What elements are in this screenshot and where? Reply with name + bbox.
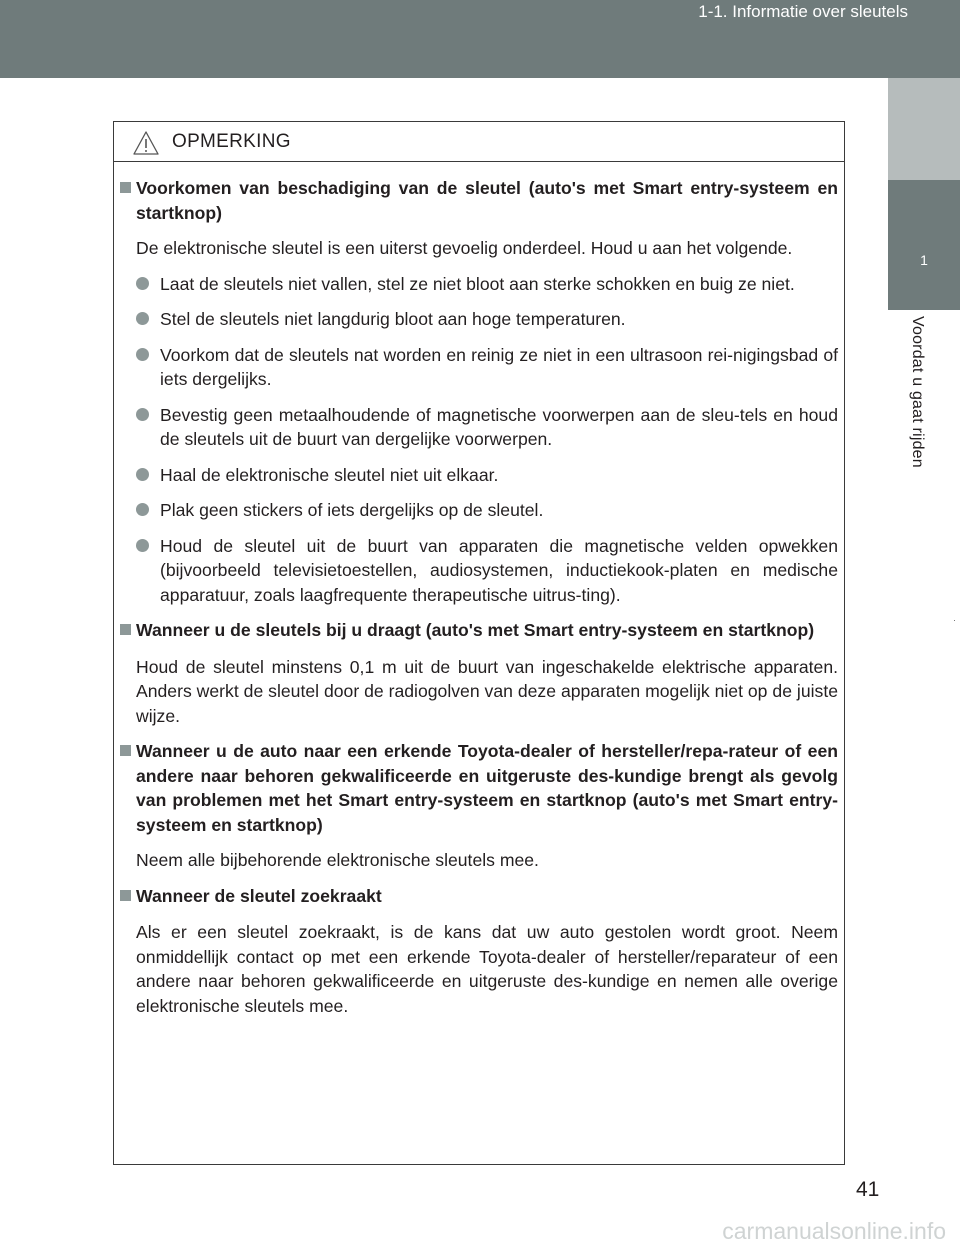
section-heading-text: Wanneer de sleutel zoekraakt	[136, 885, 382, 906]
notice-box	[113, 121, 845, 1165]
chapter-tab[interactable]	[888, 180, 960, 310]
list-item	[136, 272, 838, 297]
notice-section	[120, 884, 838, 1019]
chapter-label: Voordat u gaat rijden	[909, 316, 926, 468]
header-bar	[0, 0, 960, 78]
warning-triangle-icon	[132, 130, 160, 156]
list-item	[136, 498, 838, 523]
list-item	[136, 534, 838, 608]
list-item-text: Bevestig geen metaalhoudende of magnetische voorwerpen aan de sleu-tels en houd de sleutels uit de buurt van dergelijke voorwerpen.	[160, 404, 838, 449]
section-paragraph: De elektronische sleutel is een uiterst gevoelig onderdeel. Houd u aan het volgende.	[136, 238, 793, 258]
circle-bullet-icon	[136, 272, 160, 297]
notice-header	[114, 122, 844, 162]
section-paragraph: Als er een sleutel zoekraakt, is de kans dat uw auto gestolen wordt groot. Neem onmiddellijk contact op met een erkende Toyota-dealer of hersteller/reparateur of een andere naar behoren gekwalificeerde en uitgeruste des-kundige en nemen alle overige elektronische sleutels mee.	[136, 922, 838, 1016]
list-item	[136, 343, 838, 392]
section-heading	[120, 884, 838, 910]
list-item	[136, 463, 838, 488]
notice-section	[120, 176, 838, 607]
circle-bullet-icon	[136, 307, 160, 332]
section-heading-text: Wanneer u de sleutels bij u draagt (auto's met Smart entry-systeem en startknop)	[136, 620, 815, 640]
page-number: 41	[856, 1178, 880, 1201]
list-item-text: Stel de sleutels niet langdurig bloot aan hoge temperaturen.	[160, 309, 626, 329]
section-heading	[120, 618, 838, 644]
list-item-text: Haal de elektronische sleutel niet uit elkaar.	[160, 464, 499, 485]
side-tab-light	[888, 78, 960, 180]
watermark: carmanualsonline.info	[722, 1218, 946, 1244]
square-bullet-icon	[120, 884, 136, 910]
list-item-text: Laat de sleutels niet vallen, stel ze niet bloot aan sterke schokken en buig ze niet.	[160, 273, 795, 294]
section-heading	[120, 739, 838, 837]
list-item	[136, 307, 838, 332]
notice-section	[120, 739, 838, 873]
notice-section	[120, 618, 838, 728]
circle-bullet-icon	[136, 534, 160, 608]
section-title: 1-1. Informatie over sleutels	[698, 2, 908, 21]
list-item-text: Plak geen stickers of iets dergelijks op de sleutel.	[160, 500, 544, 520]
square-bullet-icon	[120, 739, 136, 837]
section-paragraph: Houd de sleutel minstens 0,1 m uit de buurt van ingeschakelde elektrische apparaten. Anders werkt de sleutel door de radiogolven van deze apparaten mogelijk niet op de juiste wijze.	[136, 656, 838, 726]
list-item-text: Voorkom dat de sleutels nat worden en reinig ze niet in een ultrasoon rei-nigingsbad of iets dergelijks.	[160, 344, 838, 389]
list-item	[136, 403, 838, 452]
section-heading	[120, 176, 838, 225]
section-heading-text: Wanneer u de auto naar een erkende Toyota-dealer of hersteller/repa-rateur of een andere naar behoren gekwalificeerde en uitgeruste des-kundige brengt als gevolg van problemen met het Smart entry-systeem en startknop (auto's met Smart entry-systeem en startknop)	[136, 741, 838, 835]
square-bullet-icon	[120, 618, 136, 644]
circle-bullet-icon	[136, 498, 160, 523]
section-paragraph: Neem alle bijbehorende elektronische sleutels mee.	[136, 850, 539, 870]
circle-bullet-icon	[136, 403, 160, 452]
circle-bullet-icon	[136, 343, 160, 392]
notice-title: OPMERKING	[172, 131, 291, 152]
square-bullet-icon	[120, 176, 136, 225]
list-item-text: Houd de sleutel uit de buurt van apparaten die magnetische velden opwekken (bijvoorbeeld televisietoestellen, audiosystemen, inductiekook-platen en medische apparatuur, zoals laagfrequente therapeutische uitrus-ting).	[160, 535, 838, 605]
notice-content	[114, 162, 844, 1018]
chapter-number: 1	[920, 252, 928, 268]
margin-mark	[954, 620, 955, 621]
section-heading-text: Voorkomen van beschadiging van de sleutel (auto's met Smart entry-systeem en startknop)	[136, 178, 838, 223]
circle-bullet-icon	[136, 463, 160, 488]
